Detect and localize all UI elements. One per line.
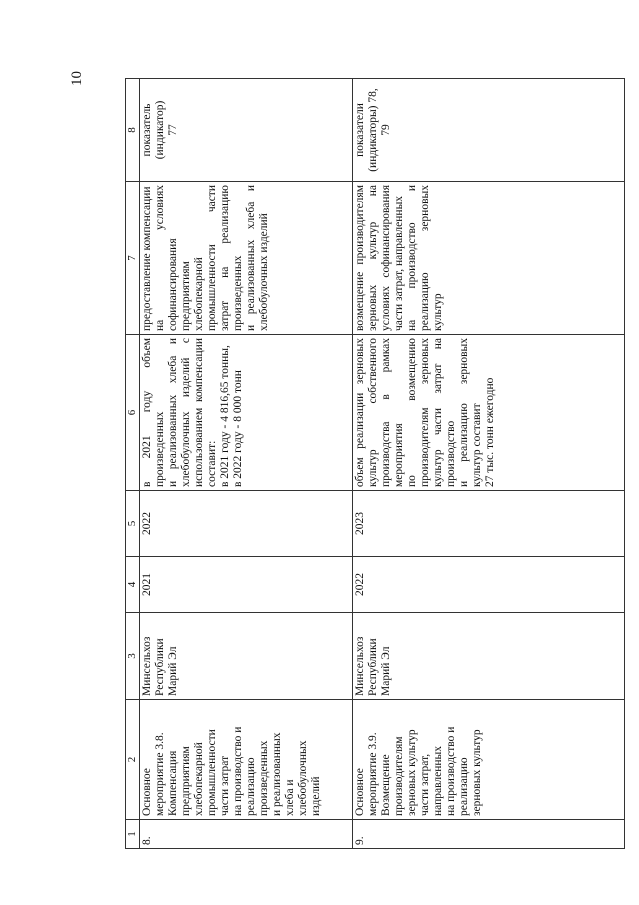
page-number: 10	[69, 71, 85, 86]
executor: Минсельхоз Республики Марий Эл	[353, 613, 625, 700]
start-year: 2021	[140, 557, 353, 613]
header-row	[126, 79, 140, 849]
measure-name: Основное мероприятие 3.8. Компенсация предприятиям хлебопекарной промышленности части затрат на производство и реализацию произведенных и реализованных хлеба и хлебобулочных изделий	[140, 700, 353, 820]
program-measures-table	[125, 78, 625, 849]
table-row	[140, 79, 353, 849]
header-cell: 4	[126, 557, 140, 613]
indicator-link: показатель (индикатор) 77	[140, 79, 353, 182]
start-year: 2022	[353, 557, 625, 613]
consequences: предоставление компенсации на условиях софинансирования предприятиям хлебопекарной промышленности части затрат на реализацию произведенных и реализованных хлеба и хлебобулочных изделий	[140, 182, 353, 335]
header-cell: 1	[126, 820, 140, 849]
expected-result: в 2021 году объем произведенных и реализованных хлеба и хлебобулочных изделий с использованием компенсации составит: в 2021 году - 4 816,65 тонны, в 2022 году - 8 000 тонн	[140, 335, 353, 491]
header-cell: 5	[126, 491, 140, 557]
rotated-table-container	[125, 79, 637, 849]
end-year: 2023	[353, 491, 625, 557]
indicator-link: показатели (индикаторы) 78, 79	[353, 79, 625, 182]
row-number: 8.	[140, 820, 353, 849]
expected-result: объем реализации зерновых культур собственного производства в рамках мероприятия по возмещению производителям зерновых культур части затрат на производство и реализацию зерновых культур составит 27 тыс. тонн ежегодно	[353, 335, 625, 491]
table-row	[353, 79, 625, 849]
row-number: 9.	[353, 820, 625, 849]
header-cell: 6	[126, 335, 140, 491]
executor: Минсельхоз Республики Марий Эл	[140, 613, 353, 700]
header-cell: 7	[126, 182, 140, 335]
consequences: возмещение производителям зерновых культур на условиях софинансирования части затрат, направленных на производство и реализацию зерновых культур	[353, 182, 625, 335]
end-year: 2022	[140, 491, 353, 557]
header-cell: 8	[126, 79, 140, 182]
header-cell: 3	[126, 613, 140, 700]
header-cell: 2	[126, 700, 140, 820]
measure-name: Основное мероприятие 3.9. Возмещение производителям зерновых культур части затрат, направленных на производство и реализацию зерновых культур	[353, 700, 625, 820]
